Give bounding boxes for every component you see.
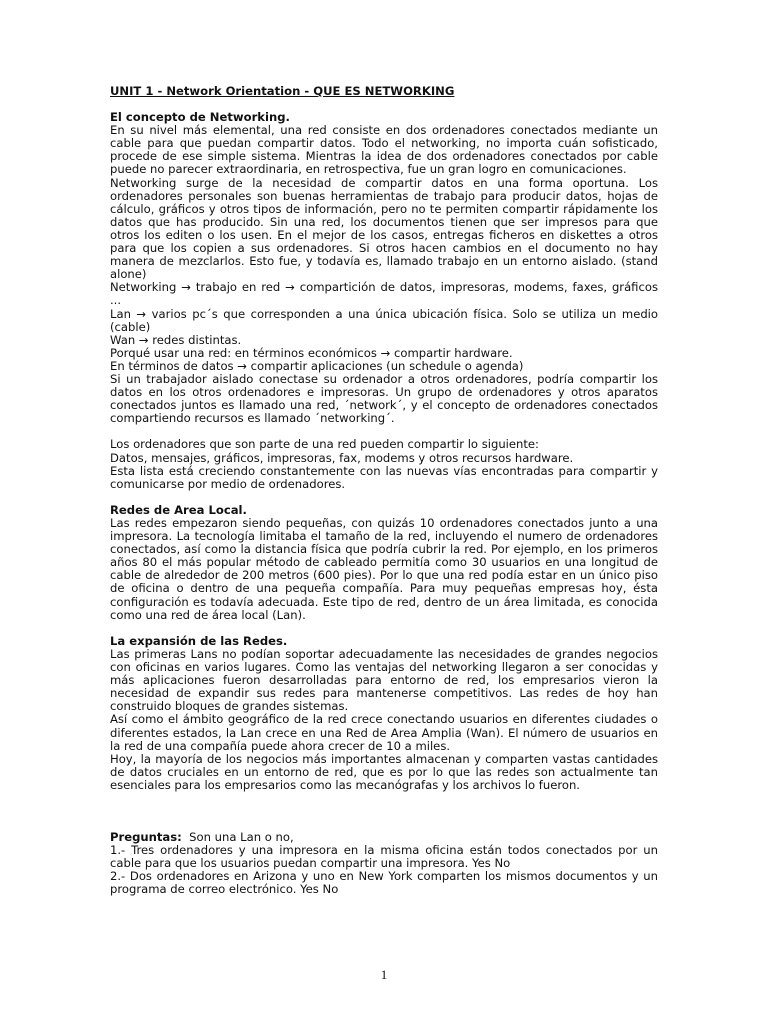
paragraph: Datos, mensajes, gráficos, impresoras, fax, modems y otros recursos hardware. [110, 450, 574, 465]
section-heading-expansion: La expansión de las Redes. [110, 633, 288, 648]
paragraph: Las redes empezaron siendo pequeñas, con quizás 10 ordenadores conectados junto a una impresora. La tecnología limitaba el tamaño de la red, incluyendo el numero de ordenadores conectados, así como la distancia física que podría cubrir la red. Por ejemplo, en los primeros años 80 el más popular método de cableado permitía como 30 usuarios en una longitud de cable de alrededor de 200 metros (600 pies). Por lo que una red podía estar en un único piso de oficina o dentro de una pequeña compañía. Para muy pequeñas empresas hoy, ésta configuración es todavía adecuada. Este tipo de red, dentro de un área limitada, es conocida como una red de área local (Lan). [110, 516, 658, 622]
question-2: 2.- Dos ordenadores en Arizona y uno en New York comparten los mismos documentos y un programa de correo electrónico. Yes No [110, 869, 658, 897]
paragraph: En su nivel más elemental, una red consiste en dos ordenadores conectados mediante un cable para que puedan compartir datos. Todo el networking, no importa cuán sofisticado, procede de ese simple sistema. Mientras la idea de dos ordenadores conectados por cable puede no parecer extraordinaria, en retrospectiva, fue un gran logro en comunicaciones. [110, 123, 658, 177]
section-heading-redes-area-local: Redes de Area Local. [110, 502, 247, 517]
section-preguntas [110, 831, 658, 896]
section-expansion [110, 635, 658, 792]
paragraph: Así como el ámbito geográfico de la red crece conectando usuarios en diferentes ciudades o diferentes estados, la Lan crece en una Red de Area Amplia (Wan). El número de usuarios en la red de una compañía puede ahora crecer de 10 a miles. [110, 712, 658, 753]
section-redes-area-local [110, 504, 658, 622]
section-heading-concepto: El concepto de Networking. [110, 110, 290, 125]
paragraph: Lan → varios pc´s que corresponden a una única ubicación física. Solo se utiliza un medio (cable) [110, 306, 658, 334]
page-title: UNIT 1 - Network Orientation - QUE ES NETWORKING [110, 84, 455, 98]
paragraph: Los ordenadores que son parte de una red pueden compartir lo siguiente: [110, 437, 539, 452]
paragraph: Las primeras Lans no podían soportar adecuadamente las necesidades de grandes negocios con oficinas en varios lugares. Como las ventajas del networking llegaron a ser conocidas y más aplicaciones fueron desarrolladas para entorno de red, los empresarios vieron la necesidad de expandir sus redes para mantenerse competitivos. Las redes de hoy han construido bloques de grandes sistemas. [110, 646, 658, 714]
questions-intro-text: Son una Lan o no, [181, 830, 294, 845]
paragraph: Si un trabajador aislado conectase su ordenador a otros ordenadores, podría compartir los datos en los otros ordenadores e impresoras. Un grupo de ordenadores y otros aparatos conectados juntos es llamado una red, ´network´, y el concepto de ordenadores conectados compartiendo recursos es llamado ´networking´. [110, 371, 658, 426]
paragraph: Networking → trabajo en red → compartición de datos, impresoras, modems, faxes, gráficos ... [110, 280, 658, 308]
page-number: 1 [380, 967, 388, 982]
paragraph: Hoy, la mayoría de los negocios más importantes almacenan y comparten vastas cantidades de datos cruciales en un entorno de red, que es por lo que las redes son actualmente tan esenciales para los empresarios como las mecanógrafas y los archivos lo fueron. [110, 751, 658, 792]
document-page [110, 85, 658, 897]
questions-label: Preguntas: [110, 830, 182, 845]
paragraph: Porqué usar una red: en términos económicos → compartir hardware. [110, 345, 513, 360]
paragraph: Esta lista está creciendo constantemente con las nuevas vías encontradas para compartir y comunicarse por medio de ordenadores. [110, 463, 658, 491]
section-concepto [110, 111, 658, 491]
paragraph: En términos de datos → compartir aplicaciones (un schedule o agenda) [110, 358, 524, 373]
question-1: 1.- Tres ordenadores y una impresora en la misma oficina están todos conectados por un cable para que los usuarios puedan compartir una impresora. Yes No [110, 843, 658, 871]
paragraph: Wan → redes distintas. [110, 332, 242, 347]
paragraph: Networking surge de la necesidad de compartir datos en una forma oportuna. Los ordenadores personales son buenas herramientas de trabajo para producir datos, hojas de cálculo, gráficos y otros tipos de información, pero no te permiten compartir rápidamente los datos que has producido. Sin una red, los documentos tienen que ser impresos para que otros los editen o los usen. En el mejor de los casos, entregas ficheros en diskettes a otros para que los copien a sus ordenadores. Si otros hacen cambios en el documento no hay manera de mezclarlos. Esto fue, y todavía es, llamado trabajo en un entorno aislado. (stand alone) [110, 175, 658, 282]
